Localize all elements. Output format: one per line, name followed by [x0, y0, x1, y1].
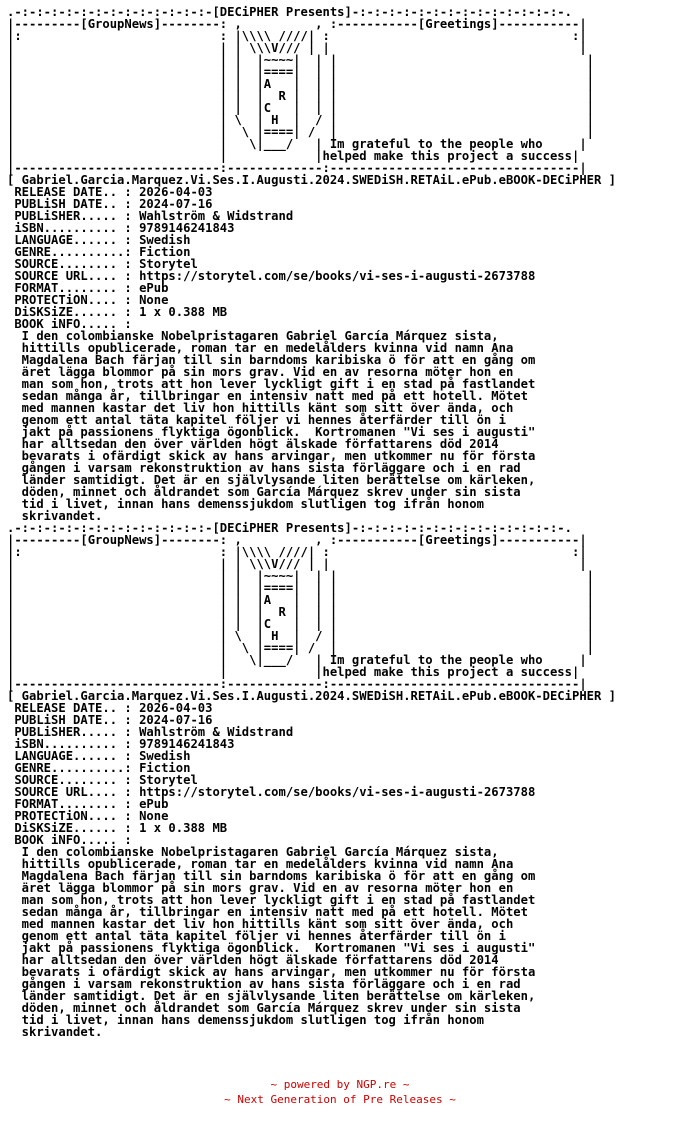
info-label: iSBN.......... :: [7, 221, 132, 235]
info-label: BOOK iNFO..... :: [7, 317, 132, 331]
info-label: FORMAT........ :: [7, 797, 132, 811]
info-value: None: [131, 809, 169, 823]
info-label: SOURCE........ :: [7, 773, 132, 787]
powered-by-link[interactable]: ~ powered by NGP.re ~: [270, 1078, 410, 1091]
info-label: BOOK iNFO..... :: [7, 833, 132, 847]
info-label: SOURCE URL.... :: [7, 785, 132, 799]
info-value: Storytel: [131, 773, 198, 787]
info-table-1: [7, 186, 677, 330]
book-info-text-1: I den colombianske Nobelpristagaren Gabriel García Márquez sista, hittills opublicerade, roman tar en medelålders kvinna vid namn Ana Magdalena Bach färjan till sin barndoms karibiska ö för att en gång om äret lägga blommor på sin mors grav. Vid en av resorna möter hon en man som hon, trots att hon lever lyckligt gift i en stad på fastlandet sedan många år, tillbringar en intensiv natt med på ett hotell. Mötet med mannen kastar det liv hon hittills känt som sitt över ända, och genom ett antal täta kapitel följer vi hennes återfärder till ön i jakt på passionens flyktiga ögonblick. Kortromanen "Vi ses i augusti" har alltsedan den över världen högt älskade författarens död 2014 bevarats i ofärdigt skick av hans arvingar, men utkommer nu för första gången i varsam rekonstruktion av hans sista förläggare och i en rad länder samtidigt. Det är en självlysande liten berättelse om kärleken, döden, minnet och åldrandet som García Márquez skrev under sin sista tid i livet, innan hans demenssjukdom slutligen tog ifrån honom skrivandet.: [21, 329, 536, 523]
info-value: None: [131, 293, 169, 307]
info-label: DiSKSiZE...... :: [7, 305, 132, 319]
info-label: PUBLiSHER..... :: [7, 209, 132, 223]
info-value: Wahlström & Widstrand: [131, 725, 294, 739]
info-value: Swedish: [131, 233, 191, 247]
info-label: DiSKSiZE...... :: [7, 821, 132, 835]
info-label: PROTECTiON.... :: [7, 809, 132, 823]
info-value: ePub: [131, 797, 169, 811]
info-value: 2024-07-16: [131, 197, 213, 211]
info-value: 1 x 0.388 MB: [131, 305, 228, 319]
info-label: PUBLiSH DATE.. :: [7, 713, 132, 727]
info-value: 2024-07-16: [131, 713, 213, 727]
info-label: RELEASE DATE.. :: [7, 185, 132, 199]
info-value: Storytel: [131, 257, 198, 271]
info-value: ePub: [131, 281, 169, 295]
footer: [0, 1077, 680, 1107]
info-value: Fiction: [131, 761, 191, 775]
info-value: 9789146241843: [131, 221, 235, 235]
release-title-2: [ Gabriel.Garcia.Marquez.Vi.Ses.I.Augusti.2024.SWEDiSH.RETAiL.ePub.eBOOK-DECiPHER ]: [7, 689, 617, 703]
info-label: PUBLiSHER..... :: [7, 725, 132, 739]
info-label: FORMAT........ :: [7, 281, 132, 295]
info-label: iSBN.......... :: [7, 737, 132, 751]
info-value: 2026-04-03: [131, 701, 213, 715]
info-label: SOURCE........ :: [7, 257, 132, 271]
info-label: LANGUAGE...... :: [7, 233, 132, 247]
info-value: Wahlström & Widstrand: [131, 209, 294, 223]
info-label: GENRE..........:: [7, 761, 132, 775]
release-title-1: [ Gabriel.Garcia.Marquez.Vi.Ses.I.Augusti.2024.SWEDiSH.RETAiL.ePub.eBOOK-DECiPHER ]: [7, 173, 617, 187]
info-label: PUBLiSH DATE.. :: [7, 197, 132, 211]
info-label: SOURCE URL.... :: [7, 269, 132, 283]
info-label: GENRE..........:: [7, 245, 132, 259]
book-info-text-2: I den colombianske Nobelpristagaren Gabriel García Márquez sista, hittills opublicerade, roman tar en medelålders kvinna vid namn Ana Magdalena Bach färjan till sin barndoms karibiska ö för att en gång om äret lägga blommor på sin mors grav. Vid en av resorna möter hon en man som hon, trots att hon lever lyckligt gift i en stad på fastlandet sedan många år, tillbringar en intensiv natt med på ett hotell. Mötet med mannen kastar det liv hon hittills känt som sitt över ända, och genom ett antal täta kapitel följer vi hennes återfärder till ön i jakt på passionens flyktiga ögonblick. Kortromanen "Vi ses i augusti" har alltsedan den över världen högt älskade författarens död 2014 bevarats i ofärdigt skick av hans arvingar, men utkommer nu för första gången i varsam rekonstruktion av hans sista förläggare och i en rad länder samtidigt. Det är en självlysande liten berättelse om kärleken, döden, minnet och åldrandet som García Márquez skrev under sin sista tid i livet, innan hans demenssjukdom slutligen tog ifrån honom skrivandet.: [21, 845, 536, 1039]
info-value: 1 x 0.388 MB: [131, 821, 228, 835]
nfo-header-block-1: .-:-:-:-:-:-:-:-:-:-:-:-:-:-[DECiPHER Presents]-:-:-:-:-:-:-:-:-:-:-:-:-:-:-. |---------[GroupNews]--------: , , :-----------[Greetings]-----------| |: : |\\\\ ////| : :| | | | \\\V/// | | | | | | |~~~~| | | | | | | |====| | | | | | | |A | | | | | | | | R | | | | | | | |C | | | | | | \ | H | / | | | | \ |====| / | | | | \|___/ | Im grateful to the people who | | | |helped make this project a success| |----------------------------:-------------:----------------------------------|: [7, 5, 594, 175]
info-value: https://storytel.com/se/books/vi-ses-i-augusti-2673788: [131, 269, 536, 283]
info-value: 2026-04-03: [131, 185, 213, 199]
nfo-page: [7, 6, 677, 1038]
info-value: Fiction: [131, 245, 191, 259]
info-label: PROTECTiON.... :: [7, 293, 132, 307]
info-label: RELEASE DATE.. :: [7, 701, 132, 715]
nfo-header-block-2: .-:-:-:-:-:-:-:-:-:-:-:-:-:-[DECiPHER Presents]-:-:-:-:-:-:-:-:-:-:-:-:-:-:-. |---------[GroupNews]--------: , , :-----------[Greetings]-----------| |: : |\\\\ ////| : :| | | | \\\V/// | | | | | | |~~~~| | | | | | | |====| | | | | | | |A | | | | | | | | R | | | | | | | |C | | | | | | \ | H | / | | | | \ |====| / | | | | \|___/ | Im grateful to the people who | | | |helped make this project a success| |----------------------------:-------------:----------------------------------|: [7, 521, 594, 691]
info-label: LANGUAGE...... :: [7, 749, 132, 763]
ngp-tagline-link[interactable]: ~ Next Generation of Pre Releases ~: [224, 1093, 456, 1106]
info-value: 9789146241843: [131, 737, 235, 751]
info-table-2: [7, 702, 677, 846]
info-value: https://storytel.com/se/books/vi-ses-i-augusti-2673788: [131, 785, 536, 799]
info-value: Swedish: [131, 749, 191, 763]
